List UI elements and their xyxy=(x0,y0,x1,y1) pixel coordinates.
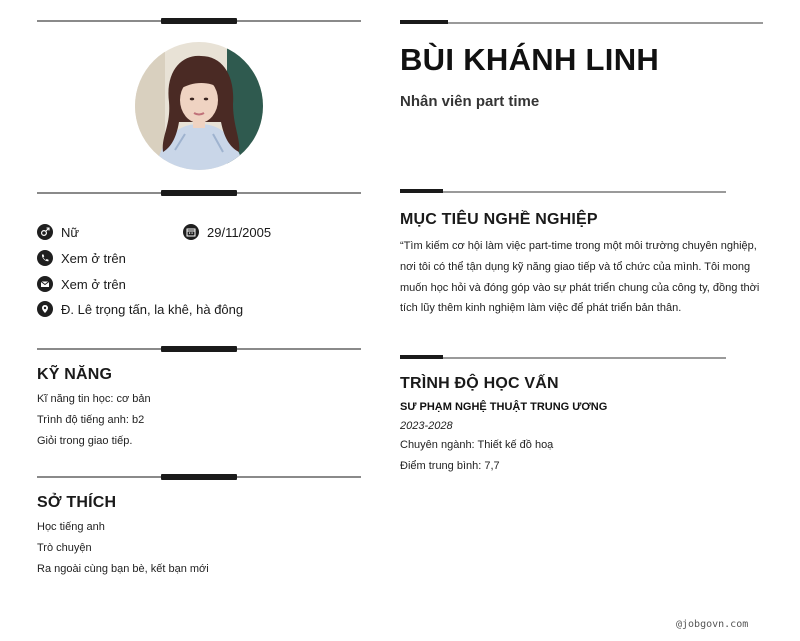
gender-icon xyxy=(37,224,53,240)
email-icon xyxy=(37,276,53,292)
avatar xyxy=(135,42,263,170)
hobbies-divider xyxy=(37,472,361,482)
calendar-icon xyxy=(183,224,199,240)
top-left-divider xyxy=(37,16,361,26)
hobby-item: Trò chuyện xyxy=(37,542,92,554)
skill-item: Trình độ tiếng anh: b2 xyxy=(37,414,145,426)
education-school: SƯ PHẠM NGHỆ THUẬT TRUNG ƯƠNG xyxy=(400,401,608,413)
objective-text: “Tìm kiếm cơ hội làm việc part-time trong một môi trường chuyên nghiệp, nơi tôi có thể tận dụng kỹ năng giao tiếp và tổ chức của mình. Tôi mong muốn học hỏi và đóng góp vào sự phát triển chung của công ty, đồng thời tích lũy thêm kinh nghiệm làm việc để phát triển bản thân. xyxy=(400,240,760,315)
gender-value: Nữ xyxy=(61,224,80,240)
education-title: TRÌNH ĐỘ HỌC VẤN xyxy=(400,375,559,392)
objective-title: MỤC TIÊU NGHỀ NGHIỆP xyxy=(400,211,598,228)
skill-item: Giỏi trong giao tiếp. xyxy=(37,435,133,447)
education-divider xyxy=(400,355,726,361)
phone-icon xyxy=(37,250,53,266)
address-value: Đ. Lê trọng tấn, la khê, hà đông xyxy=(61,301,244,317)
skills-title: KỸ NĂNG xyxy=(37,366,113,383)
birthday-value: 29/11/2005 xyxy=(207,224,272,240)
skill-item: Kĩ năng tin học: cơ bản xyxy=(37,393,151,405)
hobby-item: Ra ngoài cùng bạn bè, kết bạn mới xyxy=(37,563,209,575)
contact-address xyxy=(37,301,243,317)
contact-gender xyxy=(37,224,79,240)
candidate-name: BÙI KHÁNH LINH xyxy=(400,42,660,77)
contact-birthday xyxy=(183,224,271,240)
skills-divider xyxy=(37,344,361,354)
hobby-item: Học tiếng anh xyxy=(37,521,105,533)
objective-divider xyxy=(400,189,726,195)
email-value: Xem ở trên xyxy=(61,276,126,292)
contact-phone xyxy=(37,250,126,266)
education-detail: Chuyên ngành: Thiết kế đồ hoạ xyxy=(400,439,554,451)
job-title: Nhân viên part time xyxy=(400,93,540,110)
hobbies-title: SỞ THÍCH xyxy=(37,494,117,511)
location-icon xyxy=(37,301,53,317)
watermark: @jobgovn.com xyxy=(676,619,749,630)
education-detail: Điểm trung bình: 7,7 xyxy=(400,460,500,472)
contact-email xyxy=(37,276,126,292)
profile-divider xyxy=(37,188,361,198)
header-divider xyxy=(400,20,763,26)
education-years: 2023-2028 xyxy=(400,420,453,432)
phone-value: Xem ở trên xyxy=(61,250,126,266)
